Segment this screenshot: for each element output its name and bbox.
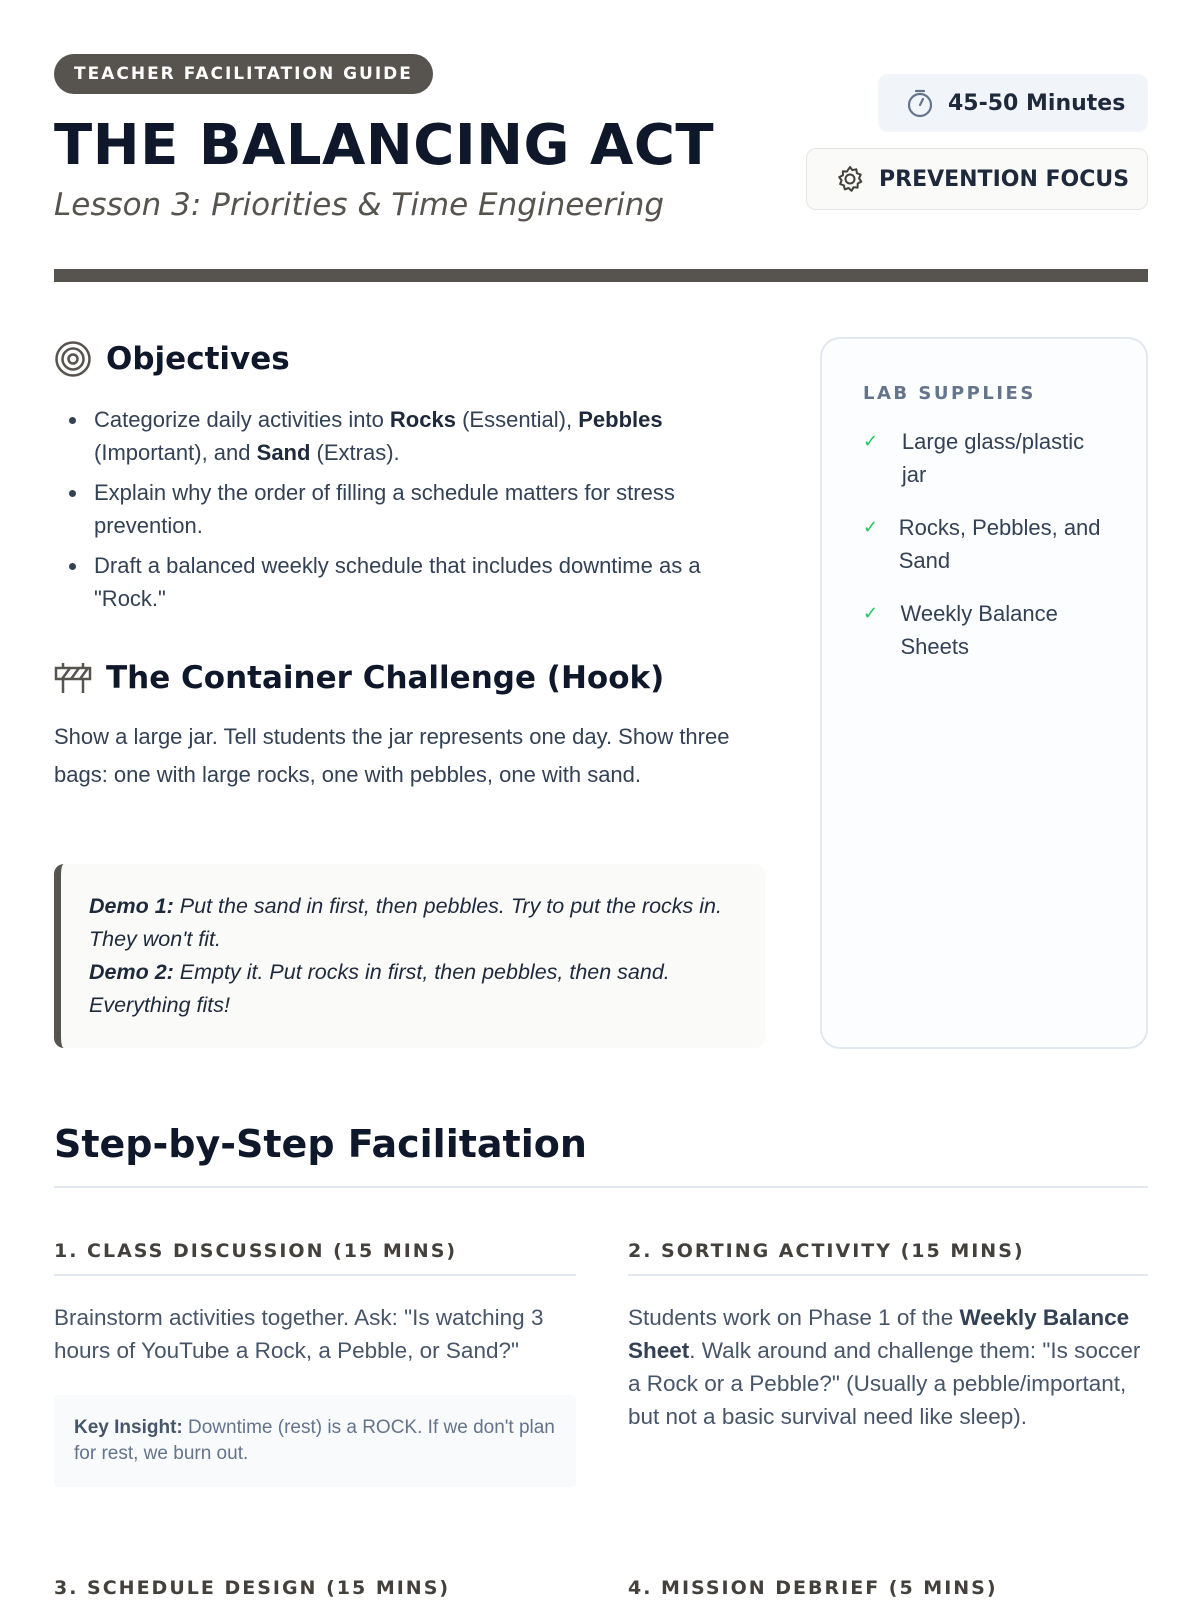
duration-label: 45-50 Minutes: [948, 90, 1126, 116]
check-icon: ✓: [863, 517, 879, 537]
barrier-icon: [54, 661, 92, 695]
duration-chip: [878, 74, 1148, 132]
step-sorting-activity: [628, 1240, 1148, 1433]
step-class-discussion: [54, 1240, 576, 1487]
check-icon: ✓: [863, 603, 879, 623]
step-heading: 4. MISSION DEBRIEF (5 MINS): [628, 1577, 998, 1599]
header-divider: [54, 269, 1148, 282]
gear-icon: [835, 164, 865, 194]
lesson-title: THE BALANCING ACT: [54, 113, 715, 178]
demo-2: Demo 2: Empty it. Put rocks in first, then pebbles, then sand. Everything fits!: [89, 960, 670, 1017]
list-item: Categorize daily activities into Rocks (Essential), Pebbles (Important), and Sand (Extras).: [94, 403, 774, 469]
step-mission-debrief: [628, 1577, 1148, 1600]
key-insight-box: Key Insight: Downtime (rest) is a ROCK. If we don't plan for rest, we burn out.: [54, 1395, 576, 1487]
hook-description: Show a large jar. Tell students the jar represents one day. Show three bags: one with large rocks, one with pebbles, one with sand.: [54, 724, 730, 787]
focus-chip: [806, 148, 1148, 210]
list-item: Draft a balanced weekly schedule that includes downtime as a "Rock.": [94, 549, 774, 615]
lab-supplies-panel: [820, 337, 1148, 1049]
step-text: Students work on Phase 1 of the Weekly Balance Sheet. Walk around and challenge them: "Is soccer a Rock or a Pebble?" (Usually a pebble/important, but not a basic survival need like sleep).: [628, 1305, 1141, 1429]
step-heading: 2. SORTING ACTIVITY (15 MINS): [628, 1240, 1148, 1276]
supply-item: ✓ Weekly Balance Sheets: [863, 597, 1103, 663]
facilitation-divider: [54, 1186, 1148, 1188]
supply-item: ✓ Rocks, Pebbles, and Sand: [863, 511, 1103, 577]
step-text: Brainstorm activities together. Ask: "Is watching 3 hours of YouTube a Rock, a Pebble, or Sand?": [54, 1305, 544, 1363]
hook-heading: [54, 660, 664, 696]
objectives-heading: [54, 340, 290, 378]
hook-title: The Container Challenge (Hook): [106, 660, 665, 696]
lesson-guide-page: [54, 0, 1148, 1600]
objectives-list: [94, 403, 774, 622]
demo-callout: [54, 864, 765, 1048]
step-heading: 1. CLASS DISCUSSION (15 MINS): [54, 1240, 576, 1276]
step-heading: 3. SCHEDULE DESIGN (15 MINS): [54, 1577, 451, 1599]
stopwatch-icon: [906, 88, 934, 118]
demo-1: Demo 1: Put the sand in first, then pebbles. Try to put the rocks in. They won't fit.: [89, 894, 722, 951]
objectives-title: Objectives: [106, 341, 290, 377]
lesson-subtitle: Lesson 3: Priorities & Time Engineering: [54, 187, 665, 223]
supplies-title: LAB SUPPLIES: [863, 383, 1036, 404]
target-icon: [54, 340, 92, 378]
guide-type-badge: TEACHER FACILITATION GUIDE: [54, 54, 433, 94]
focus-label: PREVENTION FOCUS: [879, 166, 1130, 192]
facilitation-title: Step-by-Step Facilitation: [54, 1122, 587, 1166]
list-item: Explain why the order of filling a schedule matters for stress prevention.: [94, 476, 774, 542]
supply-item: ✓ Large glass/plastic jar: [863, 425, 1103, 491]
step-schedule-design: [54, 1577, 576, 1600]
check-icon: ✓: [863, 431, 879, 451]
